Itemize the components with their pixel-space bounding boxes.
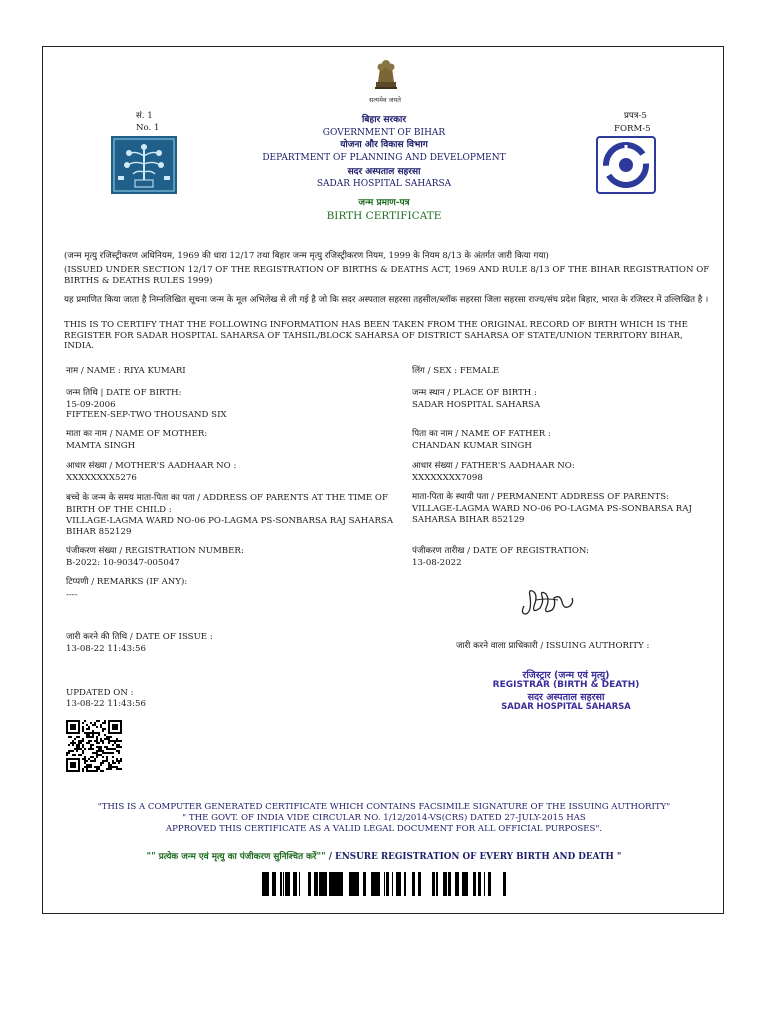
registration-number-label: पंजीकरण संख्या / REGISTRATION NUMBER: xyxy=(66,546,244,556)
signature-image xyxy=(516,584,578,620)
mother-name-value: MAMTA SINGH xyxy=(66,441,136,451)
sex-value: FEMALE xyxy=(459,366,500,376)
issue-date-value: 13-08-22 11:43:56 xyxy=(66,644,146,654)
dept-name-en: DEPARTMENT OF PLANNING AND DEVELOPMENT xyxy=(262,153,506,163)
dept-name-hi: योजना और विकास विभाग xyxy=(340,140,428,150)
form-number-hi: प्रपत्र-5 xyxy=(624,111,647,121)
hospital-name-hi: सदर अस्पताल सहरसा xyxy=(347,167,421,177)
name-label: नाम / NAME : xyxy=(66,366,121,376)
ensure-registration-en: / ENSURE REGISTRATION OF EVERY BIRTH AND DEATH " xyxy=(325,852,622,862)
ensure-registration-hi: "" प्रत्येक जन्म एवं मृत्यु का पंजीकरण सुनिश्चित करें"" xyxy=(146,852,326,862)
permanent-address-label: माता-पिता के स्थायी पता / PERMANENT ADDRESS OF PARENTS: xyxy=(412,492,669,502)
barcode xyxy=(262,872,506,896)
pob-label: जन्म स्थान / PLACE OF BIRTH : xyxy=(412,388,537,398)
serial-number-hi: सं. 1 xyxy=(136,111,153,121)
valid-document-note: APPROVED THIS CERTIFICATE AS A VALID LEGAL DOCUMENT FOR ALL OFFICIAL PURPOSES". xyxy=(165,824,603,834)
ensure-registration-line xyxy=(64,850,704,862)
name-field xyxy=(66,366,186,377)
certificate-title-en: BIRTH CERTIFICATE xyxy=(326,210,442,222)
registration-date-value: 13-08-2022 xyxy=(412,558,462,568)
registrar-hospital-hi: सदर अस्पताल सहरसा xyxy=(527,692,605,703)
mother-name-label: माता का नाम / NAME OF MOTHER: xyxy=(66,429,208,439)
name-value: RIYA KUMARI xyxy=(123,366,186,376)
father-name-value: CHANDAN KUMAR SINGH xyxy=(412,441,532,451)
registrar-hospital-en: SADAR HOSPITAL SAHARSA xyxy=(501,701,631,711)
sex-label: लिंग / SEX : xyxy=(412,366,458,376)
sex-field xyxy=(412,366,499,377)
dob-label: जन्म तिथि | DATE OF BIRTH: xyxy=(66,388,182,398)
crs-logo xyxy=(596,136,656,194)
circular-note: " THE GOVT. OF INDIA VIDE CIRCULAR NO. 1/12/2014-VS(CRS) DATED 27-JULY-2015 HAS xyxy=(182,813,586,823)
gov-name-en: GOVERNMENT OF BIHAR xyxy=(322,128,446,138)
emblem-motto: सत्यमेव जयते xyxy=(369,96,401,104)
father-aadhaar-value: XXXXXXXX7098 xyxy=(412,473,483,483)
remarks-label: टिप्पणी / REMARKS (IF ANY): xyxy=(66,577,188,587)
dob-value: 15-09-2006 xyxy=(66,400,116,410)
registration-number-value: B-2022: 10-90347-005047 xyxy=(66,558,180,568)
gov-name-hi: बिहार सरकार xyxy=(361,115,407,125)
bihar-government-logo xyxy=(111,136,177,194)
remarks-value: ---- xyxy=(66,590,78,600)
dob-words: FIFTEEN-SEP-TWO THOUSAND SIX xyxy=(66,410,227,420)
permanent-address-value: VILLAGE-LAGMA WARD NO-06 PO-LAGMA PS-SONBARSA RAJ SAHARSA BIHAR 852129 xyxy=(412,504,692,525)
qr-code xyxy=(66,720,122,772)
issued-under-hi: (जन्म मृत्यु रजिस्ट्रीकरण अधिनियम, 1969 की धारा 12/17 तथा बिहार जन्म मृत्यु रजिस्ट्रीकरण नियम, 1999 के नियम 8/13 के अंतर्गत जारी किया गया) xyxy=(64,251,549,261)
certify-text-en: THIS IS TO CERTIFY THAT THE FOLLOWING INFORMATION HAS BEEN TAKEN FROM THE ORIGINAL RECORD OF BIRTH WHICH IS THE REGISTER FOR SADAR HOSPITAL SAHARSA OF TAHSIL/BLOCK SAHARSA OF DISTRICT SAHARSA OF STATE/UNION TERRITORY BIHAR, INDIA. xyxy=(64,320,688,351)
father-name-label: पिता का नाम / NAME OF FATHER : xyxy=(412,429,551,439)
issue-date-label: जारी करने की तिथि / DATE OF ISSUE : xyxy=(66,632,213,642)
father-aadhaar-label: आधार संख्या / FATHER'S AADHAAR NO: xyxy=(412,461,575,471)
pob-value: SADAR HOSPITAL SAHARSA xyxy=(412,400,541,410)
issuing-authority-label: जारी करने वाला प्राधिकारी / ISSUING AUTHORITY : xyxy=(456,641,650,651)
certify-text-hi: यह प्रमाणित किया जाता है निम्नलिखित सूचना जन्म के मूल अभिलेख से ली गई है जो कि सदर अस्पताल सहरसा तहसील/ब्लॉक सहरसा जिला सहरसा राज्य/संघ प्रदेश बिहार, भारत के रजिस्टर में उल्लिखित है । xyxy=(64,295,709,305)
certificate-title-hi: जन्म प्रमाण-पत्र xyxy=(358,198,410,208)
form-number-en: FORM-5 xyxy=(614,124,651,134)
hospital-name-en: SADAR HOSPITAL SAHARSA xyxy=(316,179,452,189)
issued-under-en: (ISSUED UNDER SECTION 12/17 OF THE REGISTRATION OF BIRTHS & DEATHS ACT, 1969 AND RULE 8/13 OF THE BIHAR REGISTRATION OF BIRTHS & DEATHS RULES 1999) xyxy=(64,265,710,286)
address-at-birth-label: बच्चे के जन्म के समय माता-पिता का पता / ADDRESS OF PARENTS AT THE TIME OF BIRTH OF THE CHILD : xyxy=(66,493,388,515)
registration-date-label: पंजीकरण तारीख / DATE OF REGISTRATION: xyxy=(412,546,590,556)
updated-on-label: UPDATED ON : xyxy=(66,688,134,698)
registrar-stamp-en: REGISTRAR (BIRTH & DEATH) xyxy=(492,680,640,690)
computer-generated-note: "THIS IS A COMPUTER GENERATED CERTIFICATE WHICH CONTAINS FACSIMILE SIGNATURE OF THE ISSUING AUTHORITY" xyxy=(97,802,671,812)
mother-aadhaar-label: आधार संख्या / MOTHER'S AADHAAR NO : xyxy=(66,461,237,471)
national-emblem-icon xyxy=(370,58,402,92)
mother-aadhaar-value: XXXXXXXX5276 xyxy=(66,473,137,483)
address-at-birth-value: VILLAGE-LAGMA WARD NO-06 PO-LAGMA PS-SONBARSA RAJ SAHARSA BIHAR 852129 xyxy=(66,516,394,537)
serial-number-en: No. 1 xyxy=(136,123,160,133)
updated-on-value: 13-08-22 11:43:56 xyxy=(66,699,146,709)
registrar-stamp-hi: रजिस्ट्रार (जन्म एवं मृत्यु) xyxy=(522,670,610,681)
